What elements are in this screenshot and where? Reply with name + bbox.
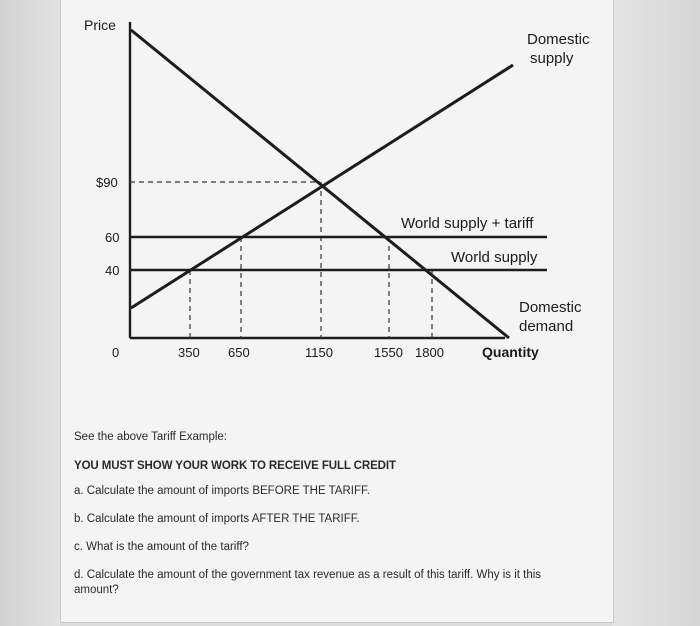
x-axis-label: Quantity	[482, 344, 539, 360]
price-tick-60: 60	[105, 230, 120, 245]
domestic-demand-label-line2: demand	[519, 318, 574, 335]
quantity-tick-1550: 1550	[374, 345, 403, 360]
quantity-tick-1150: 1150	[305, 345, 333, 360]
domestic-demand-curve	[131, 30, 509, 338]
price-tick-40: 40	[105, 263, 120, 278]
quantity-tick-1800: 1800	[415, 345, 444, 360]
y-axis-label: Price	[84, 17, 116, 33]
world-supply-tariff-label: World supply + tariff	[401, 215, 534, 232]
question-a: a. Calculate the amount of imports BEFORE THE TARIFF.	[74, 485, 370, 497]
question-block	[74, 430, 594, 611]
domestic-supply-label-line2: supply	[530, 50, 574, 67]
question-instruction: YOU MUST SHOW YOUR WORK TO RECEIVE FULL CREDIT	[74, 460, 396, 472]
question-c: c. What is the amount of the tariff?	[74, 541, 249, 553]
domestic-demand-label-line1: Domestic	[519, 299, 582, 316]
question-intro: See the above Tariff Example:	[74, 431, 228, 443]
quantity-tick-650: 650	[228, 345, 250, 360]
domestic-supply-curve	[131, 65, 513, 308]
question-b: b. Calculate the amount of imports AFTER THE TARIFF.	[74, 513, 360, 525]
world-supply-label: World supply	[451, 249, 538, 266]
question-d: d. Calculate the amount of the government tax revenue as a result of this tariff. Why is it this amount?	[74, 569, 542, 596]
quantity-tick-350: 350	[178, 345, 200, 360]
price-tick-90: $90	[96, 175, 118, 190]
domestic-supply-label-line1: Domestic	[527, 31, 590, 48]
origin-label: 0	[112, 345, 120, 360]
